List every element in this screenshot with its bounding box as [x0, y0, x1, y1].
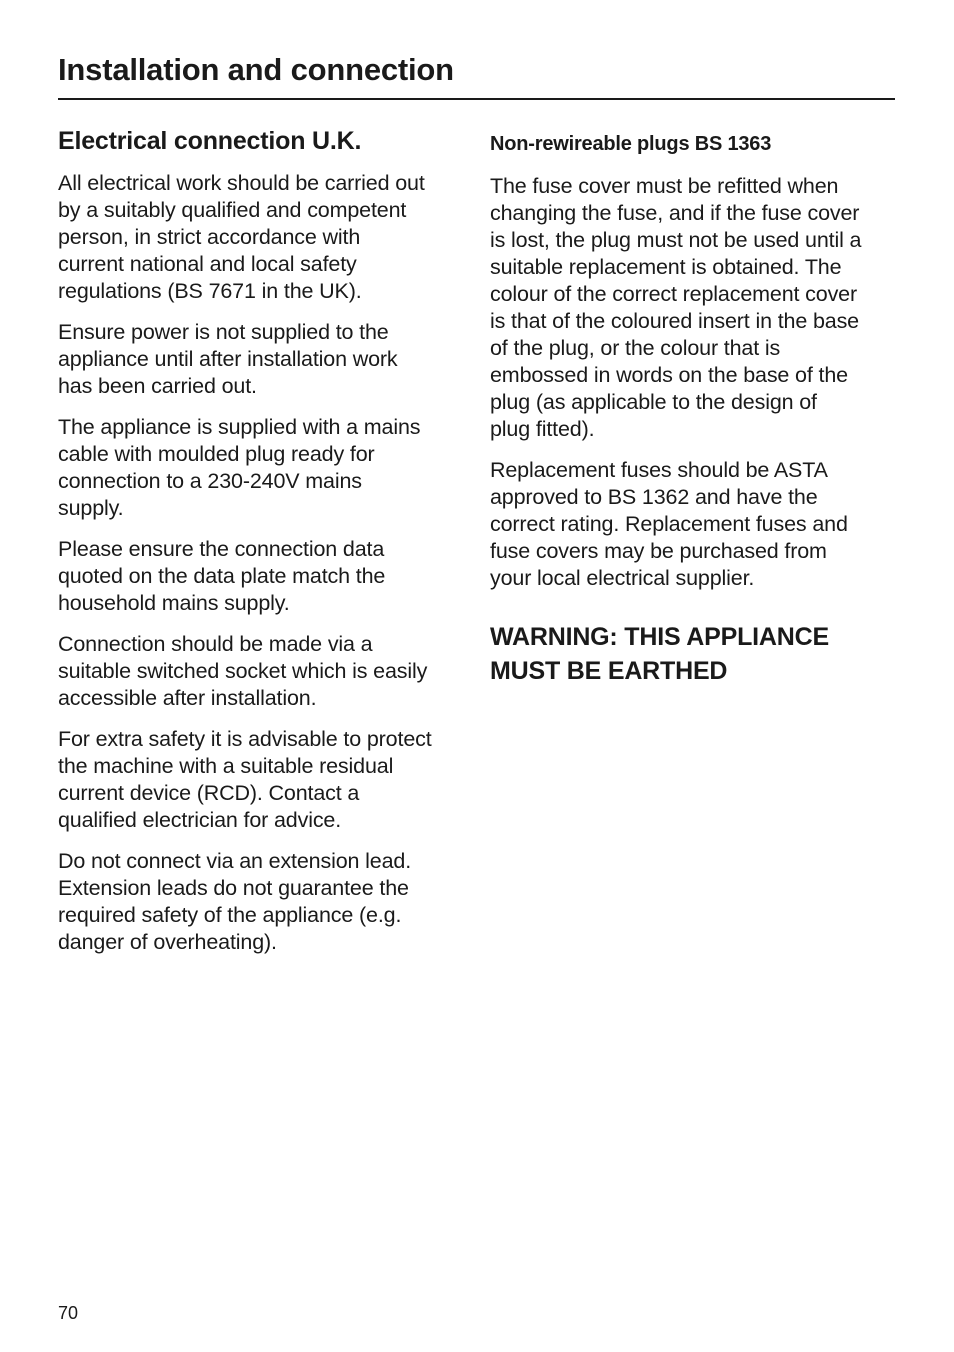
paragraph-extension-lead: Do not connect via an extension lead. Extension leads do not guarantee the required safety of the appliance (e.g. danger of overheating).: [58, 849, 412, 954]
paragraph-data-plate: Please ensure the connection data quoted on the data plate match the household mains supply.: [58, 537, 386, 615]
paragraph-switched-socket: Connection should be made via a suitable switched socket which is easily accessible after installation.: [58, 632, 428, 710]
paragraph-replacement-fuses: Replacement fuses should be ASTA approved to BS 1362 and have the correct rating. Replacement fuses and fuse covers may be purchased from your local electrical supplier.: [490, 458, 848, 590]
title-divider: [58, 98, 895, 100]
paragraph-rcd: For extra safety it is advisable to protect the machine with a suitable residual current device (RCD). Contact a qualified electrician for advice.: [58, 727, 432, 832]
paragraph-mains-cable: The appliance is supplied with a mains cable with moulded plug ready for connection to a 230-240V mains supply.: [58, 415, 421, 520]
paragraph-fuse-cover: The fuse cover must be refitted when changing the fuse, and if the fuse cover is lost, the plug must not be used until a suitable replacement is obtained. The colour of the correct replacement cover is that of the coloured insert in the base of the plug, or the colour that is embossed in words on the base of the plug (as applicable to the design of plug fitted).: [490, 174, 862, 441]
page-number: 70: [58, 1303, 79, 1323]
paragraph-qualified-person: All electrical work should be carried out by a suitably qualified and competent person, in strict accordance with current national and local safety regulations (BS 7671 in the UK).: [58, 171, 425, 303]
right-column: [490, 124, 900, 688]
paragraph-power-supply: Ensure power is not supplied to the appliance until after installation work has been carried out.: [58, 320, 398, 398]
earthing-warning: WARNING: THIS APPLIANCE MUST BE EARTHED: [490, 623, 829, 685]
left-column: [58, 124, 468, 970]
section-heading: Electrical connection U.K.: [58, 127, 362, 155]
page-title: Installation and connection: [58, 52, 454, 87]
subheading-non-rewireable-plugs: Non-rewireable plugs BS 1363: [490, 133, 772, 155]
